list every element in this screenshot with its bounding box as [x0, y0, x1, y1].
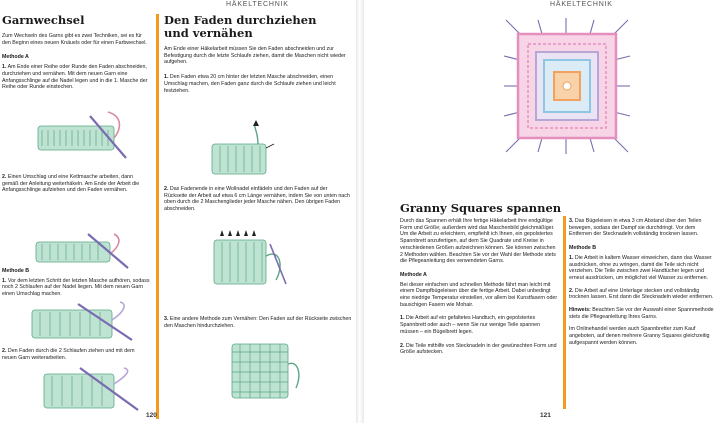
step-text: Vor dem letzten Schritt der letzten Masche aufhören, sodass noch 2 Schlaufen auf der Nadel liegen. Mit dem neuen Garn einen Umschlag machen. [2, 277, 150, 298]
left-column-1-method-b-step-2 [2, 348, 150, 361]
step-text: Das Fadenende in eine Wollnadel einfädeln und den Faden auf der Rückseite der Arbeit auf etwa 6 cm Länge vernähen, indem Sie von unten nach oben durch die 2 Maschenglieder jeder Masche nähen. Den übrigen Faden abschneiden. [164, 186, 350, 213]
faden-step-2 [164, 186, 352, 213]
garnwechsel-intro: Zum Wechseln des Garns gibt es zwei Techniken, sei es für den Beginn eines neuen Knäuels oder für einen Farbwechsel. [2, 33, 147, 46]
step-text: Die Arbeit in kaltem Wasser einweichen, dann das Wasser ausdrücken, ohne zu wringen, damit die Teile sich nicht verziehen. Die Teile zwischen zwei Handtücher legen und erneut ausdrücken, um möglichst viel Wasser zu entfernen. [569, 254, 712, 281]
step-text: Den Faden etwa 20 cm hinter der letzten Masche abschneiden, einen Umschlag machen, den Faden ganz durch die Schlaufe ziehen und leicht festziehen. [164, 74, 336, 94]
orange-column-divider [156, 14, 159, 419]
step-number: 3. [569, 218, 574, 224]
step-number: 1. [164, 74, 169, 81]
method-a-heading: Methode A [2, 54, 29, 61]
weave-in-illustration-2 [228, 340, 308, 402]
step-number: 2. [400, 342, 405, 349]
left-column-2 [164, 14, 352, 94]
hint-label: Hinweis: [569, 307, 591, 314]
granny-method-b-heading: Methode B [569, 245, 597, 252]
faden-title-line-2: und vernähen [164, 26, 253, 40]
crochet-illustration-method-b-1 [28, 300, 138, 345]
running-head-right: HÄKELTECHNIK [550, 1, 613, 8]
step-number: 1. [2, 277, 7, 284]
step-number: 3. [164, 316, 169, 322]
granny-method-a-step-3 [569, 218, 717, 238]
step-number: 1. [569, 254, 574, 261]
granny-method-a-text: Bei dieser einfachen und schnellen Methode fährt man leicht mit einem Dampfbügeleisen über die fertige Arbeit. Dabei unbedingt eine niedrige Temperatur einstellen, vor allem bei Kunstfasern oder bauschigen Fasern wie Mohair. [400, 281, 558, 308]
step-text: Einen Umschlag und eine Kettmasche arbeiten, dann gemäß der Anleitung weiterhäkeln. Am Ende der Arbeit die Anfangsschlinge aufziehen und den Faden vernähen. [2, 174, 140, 194]
granny-square-pinned-illustration [502, 16, 632, 156]
crochet-illustration-method-b-2 [40, 366, 140, 412]
faden-intro: Am Ende einer Häkelarbeit müssen Sie den Faden abschneiden und zur Befestigung durch die letzte Schlaufe ziehen, damit die Maschen nicht wieder aufgehen. [164, 46, 346, 66]
granny-extra-text: Im Onlinehandel werden auch Spannbretter zum Kauf angeboten, auf denen mehrere Granny Squares gleichzeitig aufgespannt werden können. [569, 326, 710, 346]
step-number: 2. [2, 348, 7, 354]
granny-title-block [400, 202, 590, 215]
granny-intro: Durch das Spannen erhält Ihre fertige Häkelarbeit ihre endgültige Form und Größe; außerdem wird das Maschenbild gleichmäßiger. Um die Arbeit zu erleichtern, empfiehlt ich Ihnen, ein gepolstertes Spannbrett anzufertigen, auf dem Sie Quadrate und Kreise in verschiedenen Größen aufzeichnen können. Sie können zwischen 2 Methoden wählen. Beachten Sie vor der Wahl der Methode stets die Pflegeanleitung des verwendeten Garns. [400, 218, 556, 265]
faden-step-3 [164, 316, 352, 329]
book-gutter [356, 0, 364, 423]
method-b-step-2 [2, 348, 150, 361]
faden-step-1 [164, 74, 352, 94]
step-number: 1. [400, 315, 405, 322]
step-number: 2. [164, 186, 169, 192]
left-column-1-method-b [2, 268, 150, 298]
right-column-2 [569, 218, 717, 347]
granny-method-a-step-1 [400, 315, 558, 335]
step-number: 2. [569, 287, 574, 294]
right-column-1 [400, 218, 558, 356]
step-text: Die Arbeit auf eine Unterlage stecken und vollständig trocknen lassen. Erst dann die Stecknadeln wieder entfernen. [569, 287, 714, 301]
running-head-left: HÄKELTECHNIK [226, 1, 289, 8]
method-b-step-1 [2, 278, 150, 298]
method-b-heading: Methode B [2, 268, 30, 274]
step-text: Das Bügeleisen in etwa 3 cm Abstand über den Teilen bewegen, sodass der Dampf sie durchdringt. Vor dem Entfernen der Stecknadeln vollständig trocknen lassen. [569, 218, 702, 238]
step-text: Die Arbeit auf ein gefaltetes Handtuch, ein gepolstertes Spannbrett oder auch – wenn Sie nur wenige Teile spannen müssen – ein Bügelbrett legen. [400, 315, 541, 335]
step-text: Den Faden durch die 2 Schlaufen ziehen und mit dem neuen Garn weiterarbeiten. [2, 348, 135, 361]
left-page [0, 0, 356, 423]
page-number-left: 120 [146, 412, 157, 419]
step-number: 1. [2, 64, 7, 71]
hint-text: Beachten Sie vor der Auswahl einer Spannmethode stets die Pflegeanleitung Ihres Garns. [569, 307, 714, 320]
granny-squares-title: Granny Squares spannen [400, 201, 562, 215]
step-text: Eine andere Methode zum Vernähen: Den Faden auf der Rückseite zwischen den Maschen hindurchziehen. [164, 316, 352, 329]
garnwechsel-title: Garnwechsel [2, 13, 85, 27]
page-number-right: 121 [540, 412, 551, 419]
crochet-illustration-method-a-1 [30, 108, 130, 163]
crochet-illustration-method-a-2 [30, 232, 130, 270]
method-a-step-2 [2, 174, 150, 194]
method-a-step-1 [2, 64, 150, 91]
right-page [364, 0, 720, 423]
left-column-2-step-3 [164, 316, 352, 329]
orange-column-divider-right [563, 216, 566, 409]
granny-hint [569, 307, 717, 320]
granny-method-a-heading: Methode A [400, 271, 427, 278]
left-column-1 [2, 14, 150, 91]
left-column-1-step-2 [2, 174, 150, 194]
granny-method-b-step-1 [569, 255, 717, 282]
step-text: Die Teile mithilfe von Stecknadeln in der gewünschten Form und Größe aufstecken. [400, 342, 557, 356]
step-number: 2. [2, 174, 7, 180]
step-text: Am Ende einer Reihe oder Runde den Faden abschneiden, durchziehen und vernähen. Mit dem neuen Garn eine Anfangsschlinge auf die Nadel legen und in die 1. Masche der Reihe oder Runde einstechen. [2, 64, 148, 91]
granny-method-b-step-2 [569, 288, 717, 301]
weave-in-illustration-1 [210, 226, 290, 288]
granny-method-a-step-2 [400, 343, 558, 356]
left-column-2-step-2 [164, 186, 352, 213]
fasten-off-illustration [208, 118, 278, 180]
faden-title [164, 14, 352, 40]
faden-title-line-1: Den Faden durchziehen [164, 13, 317, 27]
